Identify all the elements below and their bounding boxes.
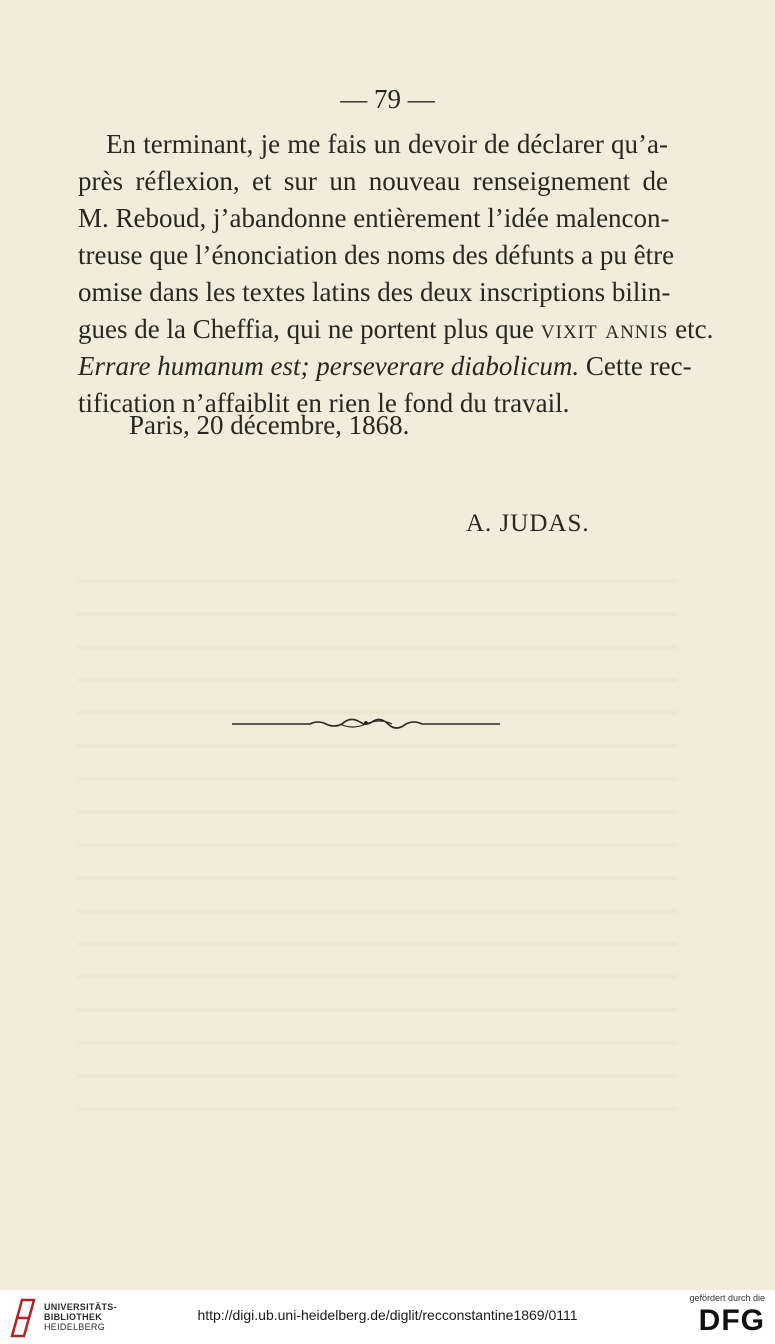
text-line	[78, 274, 671, 311]
text-run: omise dans les textes latins des deux inscriptions bilin-	[78, 277, 671, 307]
text-run: tification n’affaiblit en rien le fond du travail.	[78, 388, 570, 418]
text-run: près réflexion, et sur un nouveau renseignement de	[78, 166, 668, 196]
text-run: Errare humanum est; perseverare diabolicum.	[78, 351, 580, 381]
logo-line: UNIVERSITÄTS-	[44, 1302, 117, 1312]
text-line	[78, 200, 668, 237]
text-run: treuse que l’énonciation des noms des défunts a pu être	[78, 240, 675, 270]
text-line	[78, 126, 668, 163]
page-number: — 79 —	[340, 84, 435, 114]
ornament-divider	[230, 712, 502, 736]
author-signature: A. JUDAS.	[466, 510, 590, 537]
logo-line: HEIDELBERG	[44, 1322, 106, 1332]
text-line	[78, 163, 668, 200]
text-line	[78, 311, 714, 348]
dateline: Paris, 20 décembre, 1868.	[129, 410, 410, 440]
text-run: En terminant, je me fais un devoir de déclarer qu’a-	[106, 129, 668, 159]
footer-bar	[0, 1290, 775, 1344]
text-run: etc.	[668, 314, 714, 344]
text-run: M. Reboud, j’abandonne entièrement l’idée malencon-	[78, 203, 670, 233]
source-url-link[interactable]: http://digi.ub.uni-heidelberg.de/diglit/recconstantine1869/0111	[197, 1307, 578, 1323]
text-run: Cette rec-	[579, 351, 692, 381]
dfg-logo: DFG	[698, 1304, 765, 1337]
text-line	[78, 348, 692, 385]
funder-caption: gefördert durch die	[689, 1293, 765, 1303]
text-line	[78, 237, 675, 274]
text-run: vixit annis	[540, 314, 669, 344]
body-paragraph	[78, 126, 714, 422]
logo-line: BIBLIOTHEK	[44, 1312, 102, 1322]
bleed-through-texture	[78, 580, 678, 1120]
text-run: gues de la Cheffia, qui ne portent plus que	[78, 314, 541, 344]
